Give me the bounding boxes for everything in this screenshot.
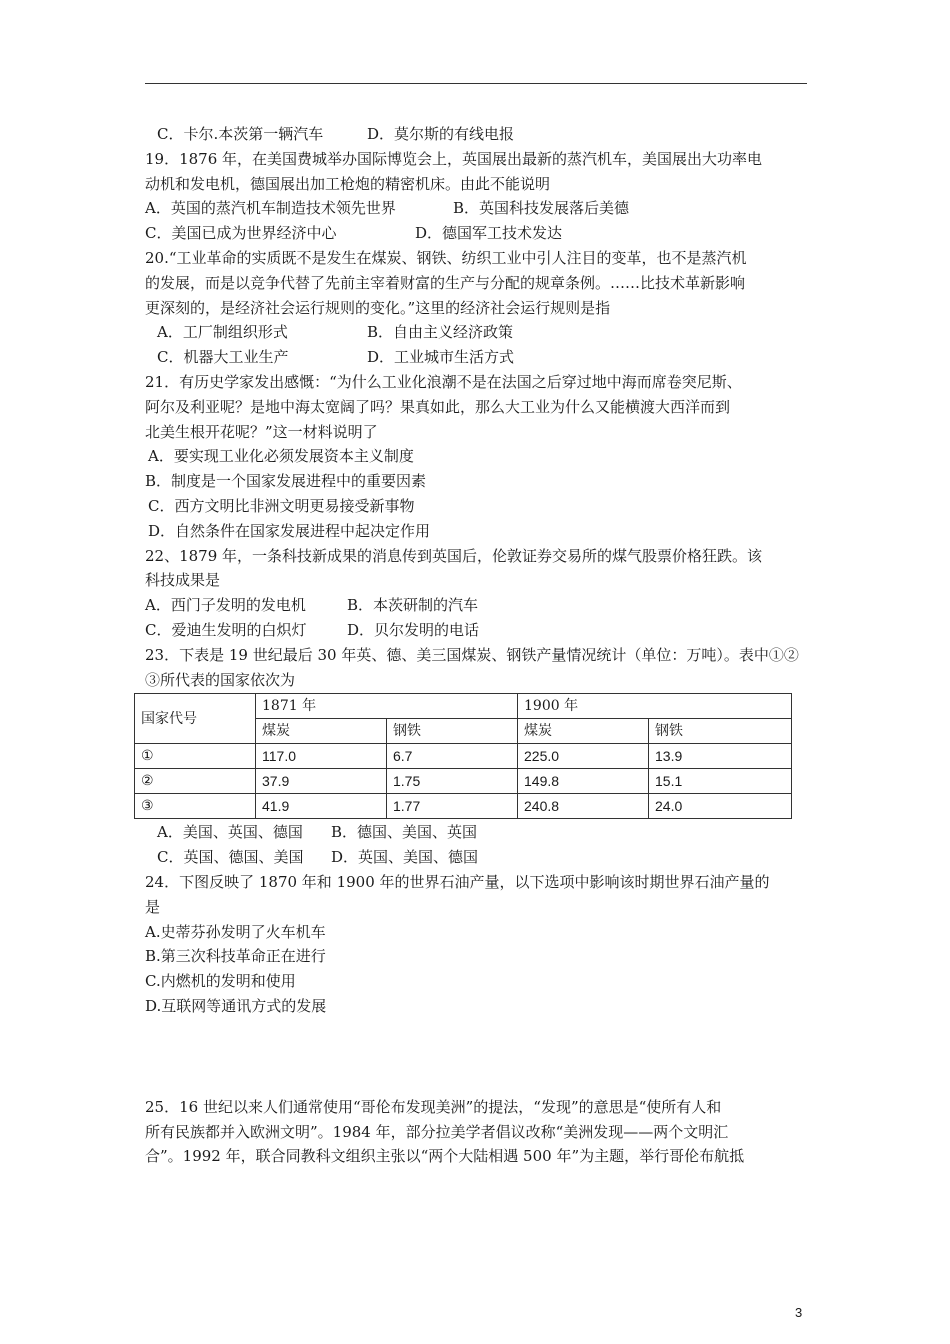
q22-stem-1: 22、1879 年，一条科技新成果的消息传到英国后，伦敦证券交易所的煤气股票价格狂跌。该 bbox=[145, 546, 763, 565]
q19-option-d: D．德国军工技术发达 bbox=[415, 224, 563, 243]
q21-stem-3: 北美生根开花呢？”这一材料说明了 bbox=[145, 422, 378, 441]
table-cell: ① bbox=[135, 744, 256, 769]
table-cell: 149.8 bbox=[518, 769, 649, 794]
table-cell: 1.77 bbox=[387, 794, 518, 819]
q24-option-b: B.第三次科技革命正在进行 bbox=[145, 947, 326, 966]
q24-option-d: D.互联网等通讯方式的发展 bbox=[145, 996, 327, 1015]
q24-stem-2: 是 bbox=[145, 897, 161, 916]
table-corner-header: 国家代号 bbox=[135, 694, 256, 744]
table-header-row bbox=[135, 694, 792, 719]
q19-option-c: C．美国已成为世界经济中心 bbox=[145, 224, 337, 243]
q21-option-a: A．要实现工业化必须发展资本主义制度 bbox=[148, 447, 414, 466]
q20-option-c: C．机器大工业生产 bbox=[157, 348, 289, 367]
q19-option-a: A．英国的蒸汽机车制造技术领先世界 bbox=[145, 199, 396, 218]
q25-stem-2: 所有民族都并入欧洲文明”。1984 年，部分拉美学者倡议改称“美洲发现——两个文明汇 bbox=[145, 1122, 729, 1141]
table-cell: 6.7 bbox=[387, 744, 518, 769]
q21-stem-2: 阿尔及利亚呢？是地中海太宽阔了吗？果真如此，那么大工业为什么又能横渡大西洋而到 bbox=[145, 397, 731, 416]
q21-option-c: C．西方文明比非洲文明更易接受新事物 bbox=[148, 496, 415, 515]
q22-stem-2: 科技成果是 bbox=[145, 571, 221, 590]
q22-option-c: C．爱迪生发明的白炽灯 bbox=[145, 620, 307, 639]
q22-option-a: A．西门子发明的发电机 bbox=[145, 596, 306, 615]
table-row bbox=[135, 769, 792, 794]
table-subheader-steel-1900: 钢铁 bbox=[649, 719, 792, 744]
page-number: 3 bbox=[795, 1305, 803, 1320]
table-cell: 225.0 bbox=[518, 744, 649, 769]
table-cell: 1.75 bbox=[387, 769, 518, 794]
q23-option-d: D．英国、美国、德国 bbox=[331, 848, 479, 867]
q21-stem-1: 21．有历史学家发出感慨：“为什么工业化浪潮不是在法国之后穿过地中海而席卷突尼斯、 bbox=[145, 372, 742, 391]
q21-option-b: B．制度是一个国家发展进程中的重要因素 bbox=[145, 472, 427, 491]
table-cell: 24.0 bbox=[649, 794, 792, 819]
table-row bbox=[135, 794, 792, 819]
q18-option-d: D．莫尔斯的有线电报 bbox=[367, 125, 515, 143]
table-cell: 13.9 bbox=[649, 744, 792, 769]
q23-production-table bbox=[134, 693, 792, 819]
table-cell: ② bbox=[135, 769, 256, 794]
q24-option-c: C.内燃机的发明和使用 bbox=[145, 972, 296, 991]
q20-option-d: D．工业城市生活方式 bbox=[367, 348, 515, 367]
q23-option-a: A．美国、英国、德国 bbox=[157, 823, 303, 842]
table-year-1900: 1900 年 bbox=[518, 694, 792, 719]
q18-options-cd bbox=[145, 122, 810, 147]
q20-option-a: A．工厂制组织形式 bbox=[157, 323, 288, 342]
q19-stem-2: 动机和发电机，德国展出加工枪炮的精密机床。由此不能说明 bbox=[145, 174, 551, 193]
q24-stem-1: 24．下图反映了 1870 年和 1900 年的世界石油产量，以下选项中影响该时期世界石油产量的 bbox=[145, 872, 770, 891]
table-cell: 240.8 bbox=[518, 794, 649, 819]
table-subheader-steel-1871: 钢铁 bbox=[387, 719, 518, 744]
q25-stem-3: 合”。1992 年，联合同教科文组织主张以“两个大陆相遇 500 年”为主题，举行哥伦布航抵 bbox=[145, 1147, 745, 1166]
q23-stem-2: ③所代表的国家依次为 bbox=[145, 670, 296, 689]
q21-option-d: D．自然条件在国家发展进程中起决定作用 bbox=[148, 521, 431, 540]
q20-stem-1: 20.“工业革命的实质既不是发生在煤炭、钢铁、纺织工业中引人注目的变革，也不是蒸汽机 bbox=[145, 248, 747, 267]
table-cell: 37.9 bbox=[256, 769, 387, 794]
q23-stem-1: 23．下表是 19 世纪最后 30 年英、德、美三国煤炭、钢铁产量情况统计（单位：万吨）。表中①② bbox=[145, 645, 799, 664]
q23-option-c: C．英国、德国、美国 bbox=[157, 848, 304, 867]
q18-option-c: C．卡尔.本茨第一辆汽车 bbox=[157, 125, 324, 143]
table-subheader-coal-1871: 煤炭 bbox=[256, 719, 387, 744]
q20-option-b: B．自由主义经济政策 bbox=[367, 323, 514, 342]
table-cell: 15.1 bbox=[649, 769, 792, 794]
table-cell: 117.0 bbox=[256, 744, 387, 769]
page-content bbox=[141, 122, 810, 1169]
q19-option-b: B．英国科技发展落后美德 bbox=[453, 199, 630, 218]
q19-stem-1: 19．1876 年，在美国费城举办国际博览会上，英国展出最新的蒸汽机车，美国展出大功率电 bbox=[145, 149, 763, 168]
table-row bbox=[135, 744, 792, 769]
table-cell: 41.9 bbox=[256, 794, 387, 819]
q25-stem-1: 25．16 世纪以来人们通常使用“哥伦布发现美洲”的提法，“发现”的意思是“使所有人和 bbox=[145, 1097, 722, 1116]
q22-option-b: B．本茨研制的汽车 bbox=[347, 596, 479, 615]
q22-option-d: D．贝尔发明的电话 bbox=[347, 620, 480, 639]
blank-space bbox=[145, 1019, 810, 1095]
header-rule bbox=[145, 83, 807, 84]
table-subheader-coal-1900: 煤炭 bbox=[518, 719, 649, 744]
q20-stem-2: 的发展，而是以竞争代替了先前主宰着财富的生产与分配的规章条例。……比技术革新影响 bbox=[145, 273, 746, 292]
table-cell: ③ bbox=[135, 794, 256, 819]
q24-option-a: A.史蒂芬孙发明了火车机车 bbox=[145, 922, 326, 941]
q23-option-b: B．德国、美国、英国 bbox=[331, 823, 478, 842]
table-year-1871: 1871 年 bbox=[256, 694, 518, 719]
q20-stem-3: 更深刻的，是经济社会运行规则的变化。”这里的经济社会运行规则是指 bbox=[145, 298, 611, 317]
